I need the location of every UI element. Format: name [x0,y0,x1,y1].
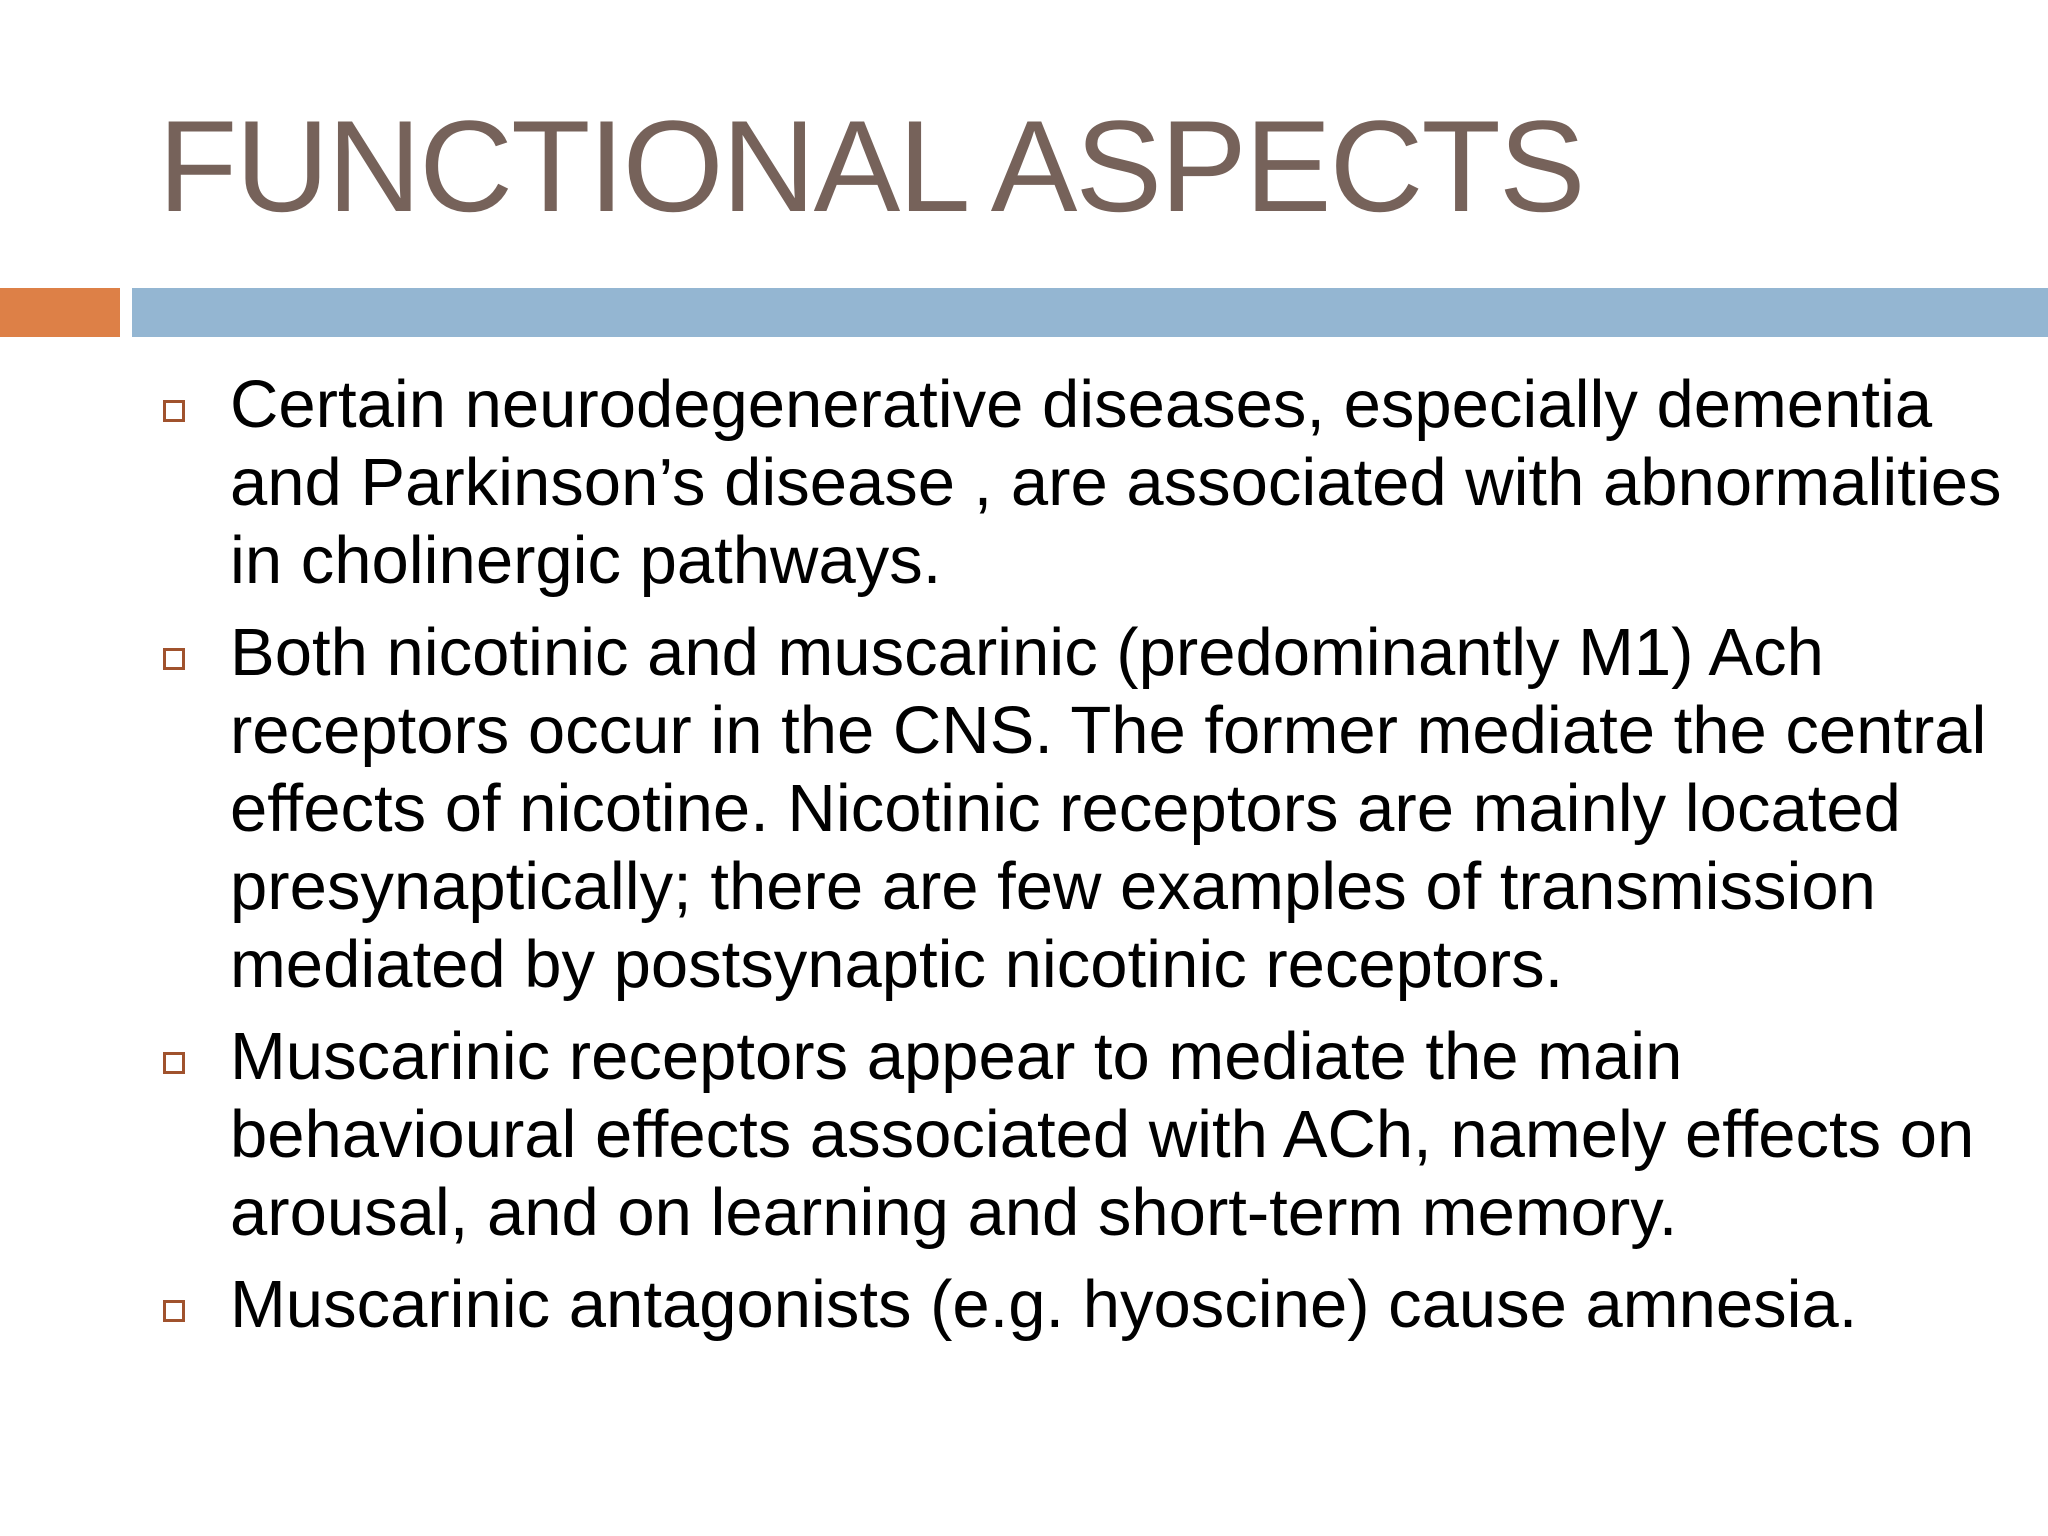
hollow-square-icon [163,648,185,670]
bullet-text: Certain neurodegenerative diseases, especially dementia and Parkinson’s disease , are associated with abnormalities in cholinergic pathways. [230,367,2002,598]
slide-title: FUNCTIONAL ASPECTS [158,93,1584,239]
bullet-item [0,1018,2048,1252]
bullet-text: Both nicotinic and muscarinic (predominantly M1) Ach receptors occur in the CNS. The former mediate the central effects of nicotine. Nicotinic receptors are mainly located presynaptically; there are few examples of transmission mediated by postsynaptic nicotinic receptors. [230,615,1987,1002]
accent-bar-orange [0,288,120,337]
bullet-text: Muscarinic antagonists (e.g. hyoscine) cause amnesia. [230,1267,1858,1342]
hollow-square-icon [163,400,185,422]
hollow-square-icon [163,1052,185,1074]
accent-bar-blue [132,288,2048,337]
bullet-text: Muscarinic receptors appear to mediate the main behavioural effects associated with ACh, namely effects on arousal, and on learning and short-term memory. [230,1019,1975,1250]
hollow-square-icon [163,1300,185,1322]
bullet-list [0,366,2048,1358]
bullet-item [0,366,2048,600]
bullet-item [0,614,2048,1004]
bullet-item [0,1266,2048,1344]
